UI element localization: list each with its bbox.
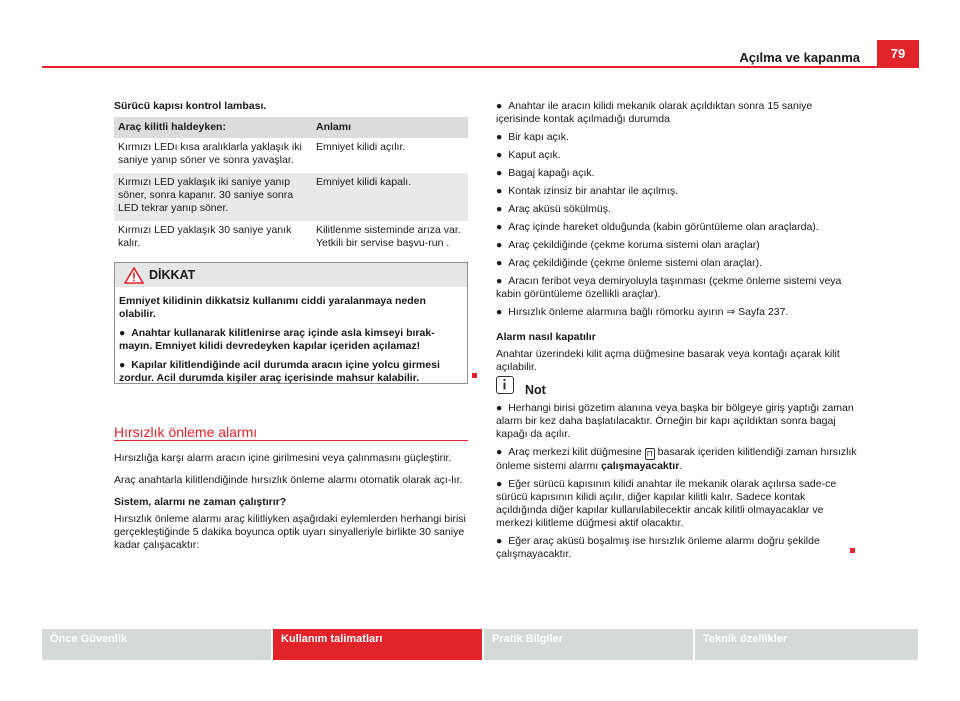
list-item: ● Araç çekildiğinde (çekme önleme sistemi olan araçlar). bbox=[496, 257, 763, 269]
paragraph: Anahtar üzerindeki kilit açma düğmesine basarak veya kontağı açarak kilit açılabilir. bbox=[496, 348, 840, 373]
note-bullet: ● Herhangi birisi gözetim alanına veya başka bir bölgeye giriş yaptığı zaman alarm bir kez daha başlatılacaktır. Örneğin bir kapı açıldıktan sonra bagaj kapağı da açılır. bbox=[496, 402, 854, 440]
table-caption: Sürücü kapısı kontrol lambası. bbox=[114, 100, 267, 112]
list-item: ● Aracın feribot veya demiryoluyla taşınması (çekme önleme sistemi veya kabin görüntüleme özellikli araçlar). bbox=[496, 275, 842, 300]
table-header: Anlamı bbox=[312, 117, 468, 138]
warning-intro: Emniyet kilidinin dikkatsiz kullanımı ciddi yaralanmaya neden olabilir. bbox=[119, 295, 426, 320]
warning-triangle-icon bbox=[124, 267, 144, 284]
info-icon bbox=[497, 377, 512, 392]
table-cell: Emniyet kilidi açılır. bbox=[316, 141, 406, 153]
list-item: ● Kontak izinsiz bir anahtar ile açılmış. bbox=[496, 185, 679, 197]
paragraph: Araç anahtarla kilitlendiğinde hırsızlık önleme alarmı otomatik olarak açı-lır. bbox=[114, 474, 463, 486]
list-item: ● Bagaj kapağı açık. bbox=[496, 167, 595, 179]
table-cell: Kilitlenme sisteminde arıza var. Yetkili bir servise başvu-run . bbox=[316, 224, 461, 249]
end-marker bbox=[850, 548, 855, 553]
list-item: ● Araç aküsü sökülmüş. bbox=[496, 203, 611, 215]
table-cell: Kırmızı LED yaklaşık iki saniye yanıp söner, sonra kapanır. 30 saniye sonra LED tekrar yanıp söner. bbox=[114, 173, 312, 221]
section-title: Hırsızlık önleme alarmı bbox=[114, 424, 258, 440]
led-status-table bbox=[114, 117, 468, 256]
table-row bbox=[114, 138, 468, 173]
warning-box bbox=[114, 262, 468, 384]
warning-title: DİKKAT bbox=[149, 268, 196, 282]
list-item: ● Araç çekildiğinde (çekme koruma sistemi olan araçlar) bbox=[496, 239, 760, 251]
footer-tabs bbox=[42, 629, 918, 660]
list-item: ● Araç içinde hareket olduğunda (kabin görüntüleme olan araçlarda). bbox=[496, 221, 819, 233]
table-header: Araç kilitli haldeyken: bbox=[114, 117, 312, 138]
tab-operating-instructions[interactable]: Kullanım talimatları bbox=[273, 629, 482, 660]
lock-button-icon: ⊓ bbox=[646, 449, 653, 458]
note-bullet: ● Eğer sürücü kapısının kilidi anahtar ile mekanik olarak açılırsa sade-ce sürücü kapısının kilidi açılır, diğer kapılar kilitli kalır. Sadece kontak açıldığında diğer kapılar kullanılabilecektir ancak kilitli olmayacaklar ve merkezi kilitleme düğmesi aktif olacaktır. bbox=[496, 478, 837, 529]
table-cell: Emniyet kilidi kapalı. bbox=[312, 173, 468, 221]
paragraph: Hırsızlık önleme alarmı araç kilitliyken aşağıdaki eylemlerden herhangi birisi gerçekleştiğinde 5 dakika boyunca optik uyarı sinyalleriyle birlikte 30 saniye kadar çalışacaktır: bbox=[114, 513, 466, 551]
tab-safety[interactable]: Önce Güvenlik bbox=[42, 629, 271, 660]
list-item: ● Anahtar ile aracın kilidi mekanik olarak açıldıktan sonra 15 saniye içerisinde kontak açılmadığı durumda bbox=[496, 100, 813, 125]
list-item: ● Bir kapı açık. bbox=[496, 131, 569, 143]
subheading: Sistem, alarmı ne zaman çalıştırır? bbox=[114, 496, 287, 508]
warning-bullet: ● Anahtar kullanarak kilitlenirse araç içinde asla kimseyi bırak-mayın. Emniyet kilidi devredeyken kapılar içeriden açılamaz! bbox=[119, 327, 435, 352]
note-body bbox=[496, 402, 858, 561]
warning-bullet: ● Kapılar kilitlendiğinde acil durumda aracın içine yolcu girmesi zordur. Acil durumda kişiler araç içerisinde mahsur kalabilir. bbox=[119, 359, 440, 384]
note-title: Not bbox=[525, 383, 546, 397]
alarm-intro bbox=[114, 452, 470, 552]
section-rule bbox=[114, 440, 468, 441]
page-number: 79 bbox=[877, 40, 919, 68]
table-row bbox=[114, 221, 468, 256]
tab-practical-info[interactable]: Pratik Bilgiler bbox=[484, 629, 693, 660]
warning-header bbox=[115, 263, 467, 287]
list-item: ● Kaput açık. bbox=[496, 149, 561, 161]
warning-body bbox=[119, 295, 465, 391]
table-row bbox=[114, 173, 468, 221]
list-item: ● Hırsızlık önleme alarmına bağlı römorku ayırın ⇒ Sayfa 237. bbox=[496, 306, 789, 318]
subheading: Alarm nasıl kapatılır bbox=[496, 331, 596, 343]
trigger-list bbox=[496, 100, 856, 374]
note-bullet: ● Araç merkezi kilit düğmesine ⊓ basarak içeriden kilitlendiği zaman hırsızlık önleme sistemi alarmı çalışmayacaktır. bbox=[496, 446, 857, 472]
note-bullet: ● Eğer araç aküsü boşalmış ise hırsızlık önleme alarmı doğru şekilde çalışmayacaktır. bbox=[496, 535, 820, 560]
header-rule bbox=[42, 66, 877, 68]
tab-technical-specs[interactable]: Teknik özellikler bbox=[695, 629, 918, 660]
table-cell: Kırmızı LED yaklaşık 30 saniye yanık kalır. bbox=[118, 224, 292, 249]
note-icon bbox=[496, 376, 514, 394]
paragraph: Hırsızlığa karşı alarm aracın içine girilmesini veya çalınmasını güçleştirir. bbox=[114, 452, 452, 464]
end-marker bbox=[472, 373, 477, 378]
table-cell: Kırmızı LEDı kısa aralıklarla yaklaşık iki saniye yanıp söner ve sonra yavaşlar. bbox=[118, 141, 302, 166]
page-header-title: Açılma ve kapanma bbox=[739, 50, 860, 65]
